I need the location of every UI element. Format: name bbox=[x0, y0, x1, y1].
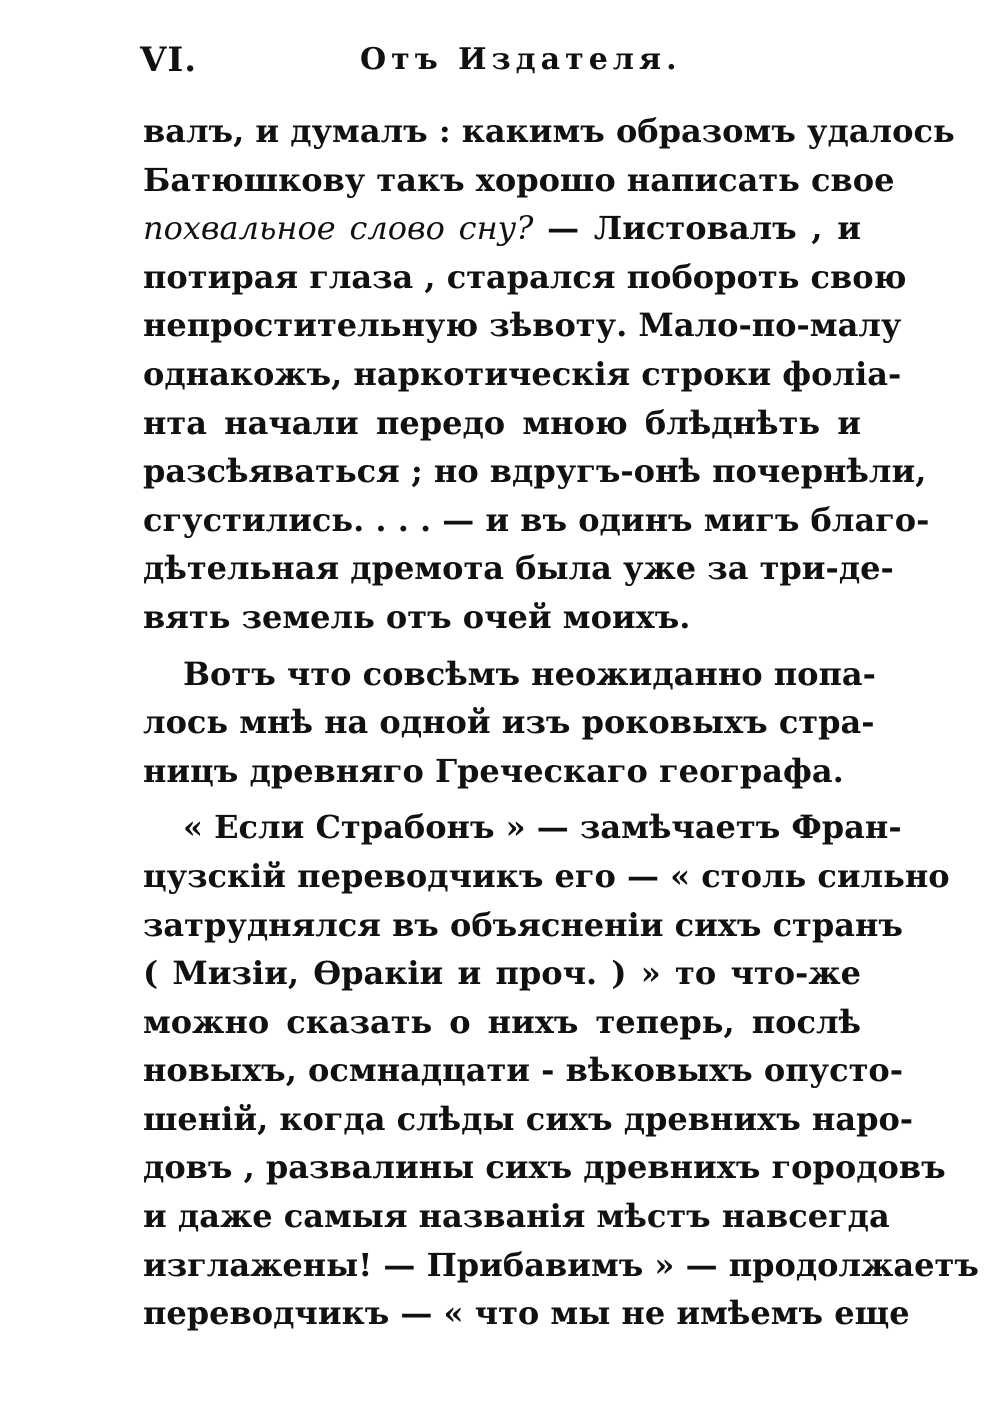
text-line: лось мнѣ на одной изъ роковыхъ стра- bbox=[143, 703, 875, 742]
text-line: « Если Страбонъ » — замѣчаетъ Фран- bbox=[183, 808, 902, 847]
text-line: разсѣяваться ; но вдругъ-онѣ почернѣли, bbox=[143, 452, 927, 491]
text-line: вять земель отъ очей моихъ. bbox=[143, 597, 691, 636]
text-line: ( Мизіи, Ѳракіи и проч. ) » то что-же bbox=[143, 954, 861, 993]
text-line: довъ , развалины сихъ древнихъ городовъ bbox=[143, 1148, 946, 1187]
text-line: сгустились. . . . — и въ одинъ мигъ благо- bbox=[143, 500, 930, 539]
running-head: Отъ Издателя. bbox=[360, 42, 682, 77]
body-text bbox=[143, 107, 979, 1338]
page-header bbox=[140, 40, 860, 90]
page-number: VI. bbox=[140, 40, 198, 80]
text-line: и даже самыя названія мѣстъ навсегда bbox=[143, 1197, 890, 1236]
text-line-remainder: — Листовалъ , и bbox=[547, 209, 862, 248]
text-line: нта начали передо мною блѣднѣть и bbox=[143, 403, 861, 442]
text-line: непростительную зѣвоту. Мало-по-малу bbox=[143, 306, 902, 345]
text-line-with-italic-title bbox=[143, 204, 861, 253]
text-line: дѣтельная дремота была уже за три-де- bbox=[143, 549, 894, 588]
paragraph-1 bbox=[143, 107, 955, 642]
text-line: однакожъ, наркотическія строки фоліа- bbox=[143, 354, 902, 393]
italic-work-title: похвальное слово сну? bbox=[143, 209, 548, 248]
text-line: изглажены! — Прибавимъ » — продолжаетъ bbox=[143, 1245, 979, 1284]
text-line: новыхъ, осмнадцати - вѣковыхъ опусто- bbox=[143, 1051, 904, 1090]
text-line: Батюшкову такъ хорошо написать свое bbox=[143, 160, 895, 199]
text-line: затруднялся въ объясненіи сихъ странъ bbox=[143, 905, 903, 944]
text-line: можно сказать о нихъ теперь, послѣ bbox=[143, 1002, 861, 1041]
text-line: цузскій переводчикъ его — « столь сильно bbox=[143, 856, 950, 895]
text-line: валъ, и думалъ : какимъ образомъ удалось bbox=[143, 112, 955, 150]
text-line: ницъ древняго Греческаго географа. bbox=[143, 751, 844, 790]
text-line: потирая глаза , старался побороть свою bbox=[143, 257, 907, 296]
paragraph-3 bbox=[143, 803, 979, 1338]
text-line: шеній, когда слѣды сихъ древнихъ наро- bbox=[143, 1099, 914, 1138]
text-line: Вотъ что совсѣмъ неожиданно попа- bbox=[183, 654, 876, 693]
paragraph-2 bbox=[143, 650, 876, 796]
text-line: переводчикъ — « что мы не имѣемъ еще bbox=[143, 1294, 910, 1333]
